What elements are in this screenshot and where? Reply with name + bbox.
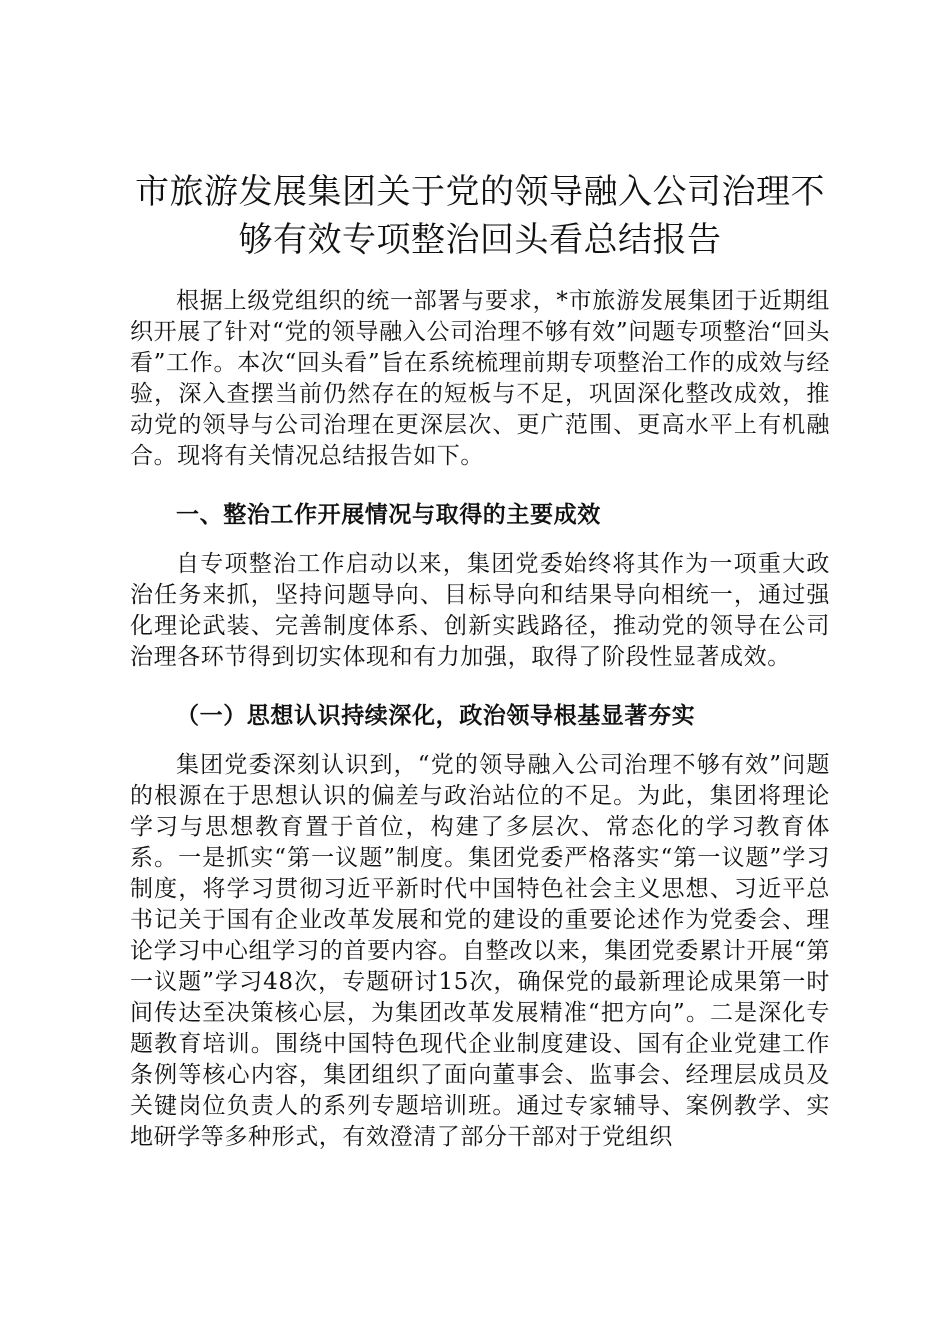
section-1-paragraph: 自专项整治工作启动以来，集团党委始终将其作为一项重大政治任务来抓，坚持问题导向、目标导向和结果导向相统一，通过强化理论武装、完善制度体系、创新实践路径，推动党的领导在公司治理各环节得到切实体现和有力加强，取得了阶段性显著成效。	[130, 551, 830, 670]
document-page	[130, 168, 830, 1153]
title-line-1: 市旅游发展集团关于党的领导融入公司治理不	[135, 172, 825, 212]
intro-paragraph: 根据上级党组织的统一部署与要求，*市旅游发展集团于近期组织开展了针对“党的领导融入公司治理不够有效”问题专项整治“回头看”工作。本次“回头看”旨在系统梳理前期专项整治工作的成效与经验，深入查摆当前仍然存在的短板与不足，巩固深化整改成效，推动党的领导与公司治理在更深层次、更广范围、更高水平上有机融合。现将有关情况总结报告如下。	[130, 288, 830, 469]
title-line-2: 够有效专项整治回头看总结报告	[238, 220, 722, 260]
section-1-heading: 一、整治工作开展情况与取得的主要成效	[176, 502, 601, 528]
document-title	[130, 168, 830, 264]
subsection-1-paragraph: 集团党委深刻认识到，“党的领导融入公司治理不够有效”问题的根源在于思想认识的偏差与政治站位的不足。为此，集团将理论学习与思想教育置于首位，构建了多层次、常态化的学习教育体系。一是抓实“第一议题”制度。集团党委严格落实“第一议题”学习制度，将学习贯彻习近平新时代中国特色社会主义思想、习近平总书记关于国有企业改革发展和党的建设的重要论述作为党委会、理论学习中心组学习的首要内容。自整改以来，集团党委累计开展“第一议题”学习48次，专题研讨15次，确保党的最新理论成果第一时间传达至决策核心层，为集团改革发展精准“把方向”。二是深化专题教育培训。围绕中国特色现代企业制度建设、国有企业党建工作条例等核心内容，集团组织了面向董事会、监事会、经理层成员及关键岗位负责人的系列专题培训班。通过专家辅导、案例教学、实地研学等多种形式，有效澄清了部分干部对于党组织	[130, 752, 830, 1150]
subsection-1-heading: （一）思想认识持续深化，政治领导根基显著夯实	[176, 703, 696, 729]
